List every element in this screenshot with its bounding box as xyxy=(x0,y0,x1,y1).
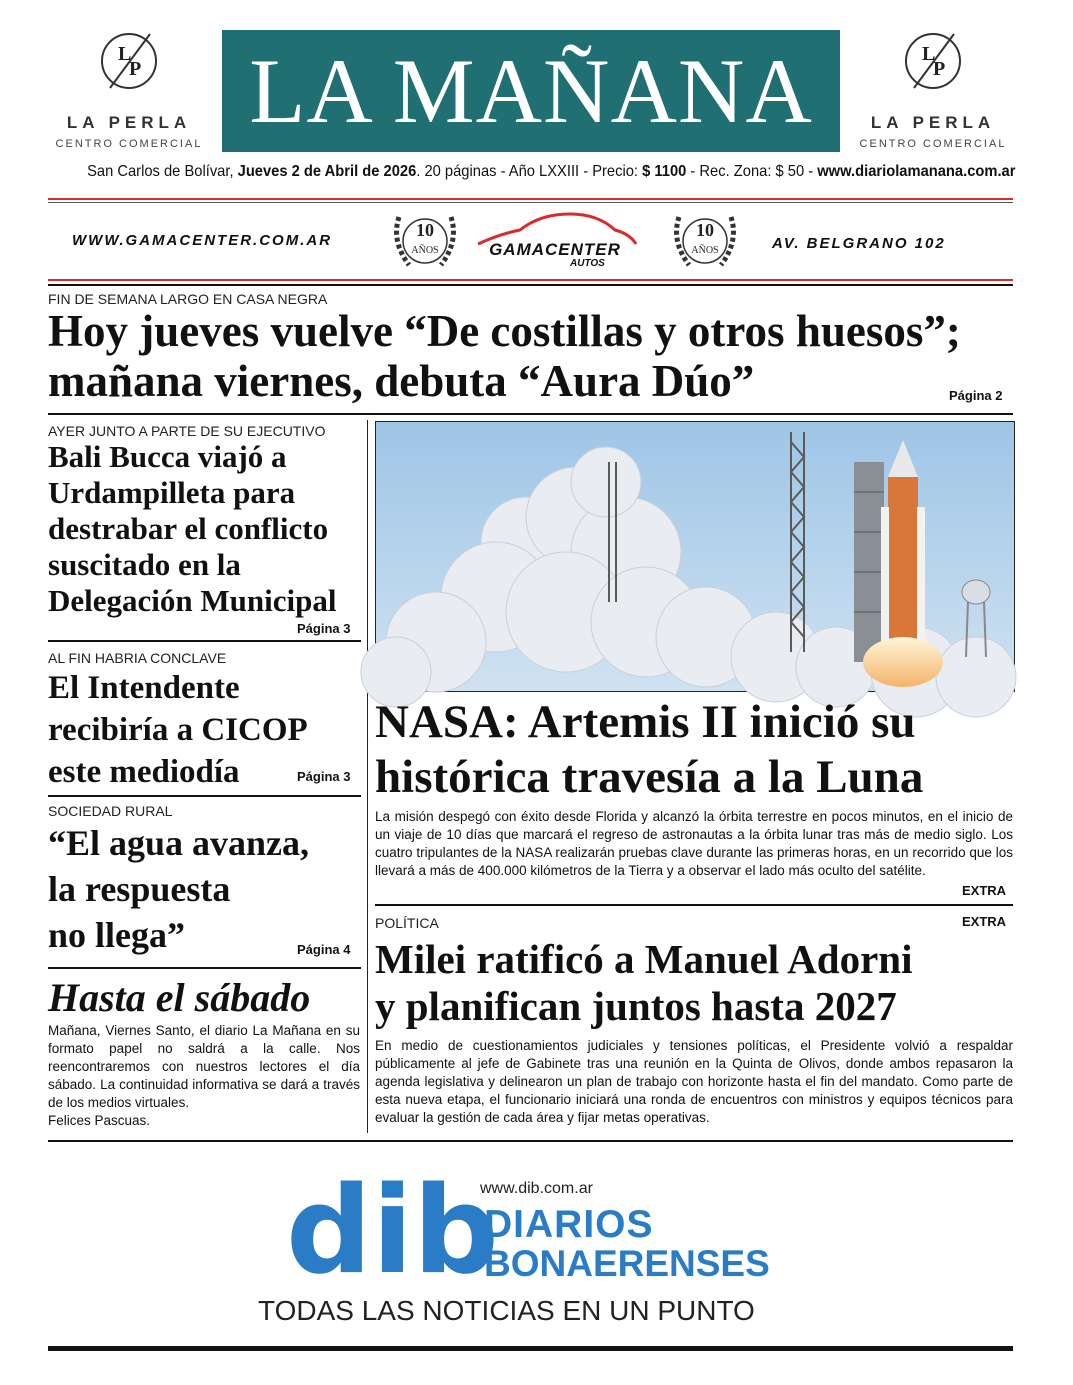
lead-headline-line-1[interactable]: Hoy jueves vuelve “De costillas y otros huesos”; xyxy=(48,306,961,356)
dib-name-line-2: BONAERENSES xyxy=(484,1243,770,1284)
award-word: AÑOS xyxy=(691,245,719,256)
dib-slogan: TODAS LAS NOTICIAS EN UN PUNTO xyxy=(258,1295,755,1326)
story2-rule xyxy=(48,795,361,797)
lead-headline-line-2[interactable]: mañana viernes, debuta “Aura Dúo” xyxy=(48,356,755,406)
story4-closing: Felices Pascuas. xyxy=(48,1113,151,1128)
page-bottom-rule xyxy=(48,1346,1013,1351)
dateline xyxy=(87,163,1016,181)
gamacenter-logo xyxy=(470,208,640,272)
lead-bottom-rule xyxy=(48,413,1013,415)
story1-headline-line: destrabar el conflicto xyxy=(48,511,329,546)
story1-headline-line: suscitado en la xyxy=(48,547,241,582)
story2-page-ref: Página 3 xyxy=(297,769,351,784)
la-perla-logo-right xyxy=(852,30,1014,155)
nasa-body: La misión despegó con éxito desde Florida y alcanzó la órbita terrestre en pocos minutos, en el inicio de un viaje de 10 días que marcará el regreso de astronautas a la órbita lunar tras más de medio siglo. Los cuatro tripulantes de la NASA realizarán pruebas clave durante las primeras horas, en un recorrido que los llevará a más de 400.000 kilómetros de la Tierra y a observar el lado más oculto del satélite. xyxy=(375,809,1013,878)
ad-top-red-rule xyxy=(48,198,1013,200)
gamacenter-brand: GAMACENTER xyxy=(489,240,621,259)
gamacenter-brand-sub: AUTOS xyxy=(570,258,605,269)
la-perla-sub: CENTRO COMERCIAL xyxy=(859,138,1007,150)
la-perla-monogram-icon xyxy=(98,30,160,92)
story3-headline-line: no llega” xyxy=(48,915,186,955)
dateline-url[interactable]: www.diariolamanana.com.ar xyxy=(817,163,1016,180)
newspaper-title-text: LA MAÑANA xyxy=(249,40,813,142)
la-perla-logo-left xyxy=(48,30,210,155)
story1-page-ref: Página 3 xyxy=(297,621,351,636)
svg-text:L: L xyxy=(118,43,132,65)
story3-page-ref: Página 4 xyxy=(297,942,351,957)
award-laurel-icon xyxy=(665,205,745,275)
story4-body-text: Mañana, Viernes Santo, el diario La Mañana en su formato papel no saldrá a la calle. Nos reencontraremos con nuestros lectores el día sábado. La continuidad informativa se dará a través de los medios virtuales. xyxy=(48,1023,360,1110)
newspaper-title xyxy=(222,30,840,152)
story4-body xyxy=(48,1022,360,1130)
award-number: 10 xyxy=(696,220,714,240)
rocket-launch-image xyxy=(376,422,1014,691)
story2-headline-line: El Intendente xyxy=(48,670,240,706)
la-perla-monogram-icon xyxy=(902,30,964,92)
rocket-launch-photo xyxy=(375,421,1015,692)
milei-headline-line-1[interactable]: Milei ratificó a Manuel Adorni xyxy=(375,936,913,982)
award-word: AÑOS xyxy=(411,245,439,256)
story1-headline-line: Urdampilleta para xyxy=(48,475,296,510)
lead-page-ref: Página 2 xyxy=(949,388,1003,403)
la-perla-sub: CENTRO COMERCIAL xyxy=(55,138,203,150)
gamacenter-address: AV. BELGRANO 102 xyxy=(772,235,946,252)
story2-headline-line: este mediodía xyxy=(48,754,240,790)
nasa-headline-line-2[interactable]: histórica travesía a la Luna xyxy=(375,751,924,803)
ad-top-rule xyxy=(48,202,1013,203)
ad-bottom-rule xyxy=(48,284,1013,286)
dib-url[interactable]: www.dib.com.ar xyxy=(480,1180,593,1197)
svg-text:L: L xyxy=(922,43,936,65)
dateline-info: . 20 páginas - Año LXXIII - Precio: xyxy=(416,163,643,180)
nasa-tag: EXTRA xyxy=(962,883,1007,898)
stories-bottom-rule xyxy=(48,1140,1013,1142)
dib-logo-letters: dib xyxy=(286,1162,499,1301)
svg-text:P: P xyxy=(933,58,946,80)
milei-kicker: POLÍTICA xyxy=(375,915,439,931)
dateline-zone: - Rec. Zona: $ 50 - xyxy=(686,163,818,180)
milei-body: En medio de cuestionamientos judiciales y tensiones políticas, el Presidente volvió a respaldar públicamente al jefe de Gabinete tras una reunión en la Quinta de Olivos, donde ambos repasaron la agenda legislativa y delinearon un plan de trabajo con horizonte hasta el fin del mandato. Como parte de esta nueva etapa, el funcionario iniciará una ronda de encuentros con ministros y equipos técnicos para evaluar la gestión de cada área y fijar metas operativas. xyxy=(375,1038,1013,1125)
story2-headline[interactable] xyxy=(48,667,308,793)
ad-bottom-red-rule xyxy=(48,279,1013,281)
story3-headline-line: “El agua avanza, xyxy=(48,823,310,863)
dateline-place: San Carlos de Bolívar, xyxy=(87,163,238,180)
story2-headline-line: recibiría a CICOP xyxy=(48,712,308,748)
story1-rule xyxy=(48,640,361,642)
svg-text:P: P xyxy=(129,58,142,80)
nasa-bottom-rule xyxy=(375,904,1013,906)
story4-headline[interactable]: Hasta el sábado xyxy=(48,975,311,1020)
story2-kicker: AL FIN HABRIA CONCLAVE xyxy=(48,650,227,666)
dateline-date: Jueves 2 de Abril de 2026 xyxy=(237,163,417,180)
award-laurel-icon xyxy=(385,205,465,275)
lead-kicker: FIN DE SEMANA LARGO EN CASA NEGRA xyxy=(48,291,328,307)
story1-headline[interactable] xyxy=(48,439,336,619)
la-perla-name: LA PERLA xyxy=(66,113,192,132)
dib-name-line-1: DIARIOS xyxy=(484,1203,654,1246)
la-perla-name: LA PERLA xyxy=(870,113,996,132)
dib-logo-icon xyxy=(286,1162,499,1301)
story1-kicker: AYER JUNTO A PARTE DE SU EJECUTIVO xyxy=(48,423,326,439)
story1-headline-line: Bali Bucca viajó a xyxy=(48,439,287,474)
story3-rule xyxy=(48,967,361,969)
story1-headline-line: Delegación Municipal xyxy=(48,583,337,618)
milei-headline-line-2[interactable]: y planifican juntos hasta 2027 xyxy=(375,983,897,1029)
dateline-price: $ 1100 xyxy=(642,163,687,180)
story3-headline-line: la respuesta xyxy=(48,869,231,909)
column-divider xyxy=(367,420,368,1133)
milei-tag: EXTRA xyxy=(962,914,1007,929)
award-number: 10 xyxy=(416,220,434,240)
nasa-headline-line-1[interactable]: NASA: Artemis II inició su xyxy=(375,696,916,748)
story3-kicker: SOCIEDAD RURAL xyxy=(48,803,173,819)
story3-headline[interactable] xyxy=(48,820,309,958)
gamacenter-url[interactable]: WWW.GAMACENTER.COM.AR xyxy=(72,232,333,249)
